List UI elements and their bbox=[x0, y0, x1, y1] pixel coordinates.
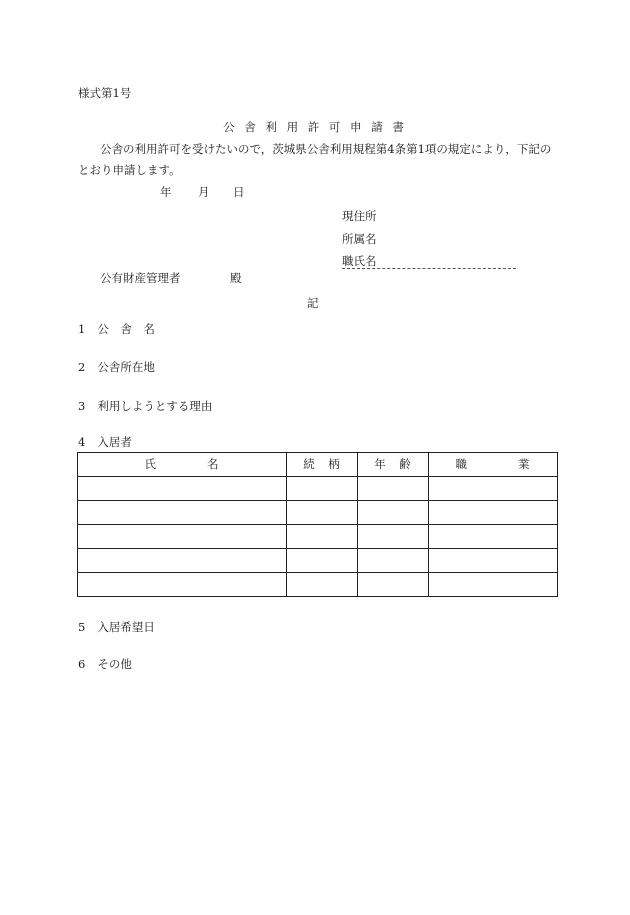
cell-age[interactable] bbox=[358, 477, 429, 501]
section-5 bbox=[78, 621, 155, 635]
cell-occupation[interactable] bbox=[429, 477, 558, 501]
cell-relationship[interactable] bbox=[287, 573, 358, 597]
section-3-number: 3 bbox=[78, 399, 86, 413]
cell-relationship[interactable] bbox=[287, 549, 358, 573]
cell-occupation[interactable] bbox=[429, 549, 558, 573]
name-signature-line bbox=[342, 268, 516, 269]
cell-occupation[interactable] bbox=[429, 501, 558, 525]
affiliation-label: 所属名 bbox=[342, 232, 377, 246]
form-number: 様式第1号 bbox=[78, 86, 132, 100]
section-1-label: 公 舎 名 bbox=[97, 322, 155, 336]
ki-heading: 記 bbox=[307, 296, 319, 310]
residents-table bbox=[77, 452, 558, 597]
recipient-name: 公有財産管理者 bbox=[100, 271, 181, 285]
cell-name[interactable] bbox=[78, 501, 287, 525]
table-row bbox=[78, 477, 558, 501]
section-5-number: 5 bbox=[78, 620, 86, 634]
section-5-label: 入居希望日 bbox=[97, 620, 155, 634]
section-2 bbox=[78, 361, 155, 375]
section-6-label: その他 bbox=[97, 657, 132, 671]
cell-age[interactable] bbox=[358, 549, 429, 573]
cell-name[interactable] bbox=[78, 573, 287, 597]
name-label: 職氏名 bbox=[342, 254, 377, 268]
cell-relationship[interactable] bbox=[287, 477, 358, 501]
intro-paragraph bbox=[78, 139, 556, 181]
cell-occupation[interactable] bbox=[429, 573, 558, 597]
intro-text: 公舎の利用許可を受けたいので，茨城県公舎利用規程第4条第1項の規定により，下記のとおり申請します。 bbox=[78, 142, 552, 177]
section-6-number: 6 bbox=[78, 657, 86, 671]
section-4-number: 4 bbox=[78, 435, 86, 449]
section-1 bbox=[78, 323, 155, 337]
section-2-number: 2 bbox=[78, 360, 86, 374]
table-row bbox=[78, 501, 558, 525]
table-row bbox=[78, 549, 558, 573]
cell-relationship[interactable] bbox=[287, 501, 358, 525]
section-4-label: 入居者 bbox=[97, 435, 132, 449]
cell-age[interactable] bbox=[358, 501, 429, 525]
section-1-number: 1 bbox=[78, 322, 86, 336]
section-4 bbox=[78, 436, 132, 450]
address-label: 現住所 bbox=[342, 209, 377, 223]
cell-occupation[interactable] bbox=[429, 525, 558, 549]
cell-name[interactable] bbox=[78, 549, 287, 573]
date-year-label: 年 bbox=[160, 185, 172, 199]
section-3-label: 利用しようとする理由 bbox=[97, 399, 213, 413]
cell-name[interactable] bbox=[78, 525, 287, 549]
table-row bbox=[78, 573, 558, 597]
page-title: 公 舎 利 用 許 可 申 請 書 bbox=[223, 120, 407, 134]
cell-age[interactable] bbox=[358, 525, 429, 549]
cell-age[interactable] bbox=[358, 573, 429, 597]
cell-name[interactable] bbox=[78, 477, 287, 501]
cell-relationship[interactable] bbox=[287, 525, 358, 549]
section-2-label: 公舎所在地 bbox=[97, 360, 155, 374]
column-header-occupation: 職 業 bbox=[429, 453, 558, 477]
section-6 bbox=[78, 658, 132, 672]
column-header-relationship: 続 柄 bbox=[287, 453, 358, 477]
residents-table-header bbox=[78, 453, 558, 477]
section-3 bbox=[78, 400, 212, 414]
recipient-honorific: 殿 bbox=[230, 271, 242, 285]
column-header-age: 年 齢 bbox=[358, 453, 429, 477]
column-header-name: 氏 名 bbox=[78, 453, 287, 477]
table-row bbox=[78, 525, 558, 549]
date-day-label: 日 bbox=[233, 185, 245, 199]
date-month-label: 月 bbox=[198, 185, 210, 199]
